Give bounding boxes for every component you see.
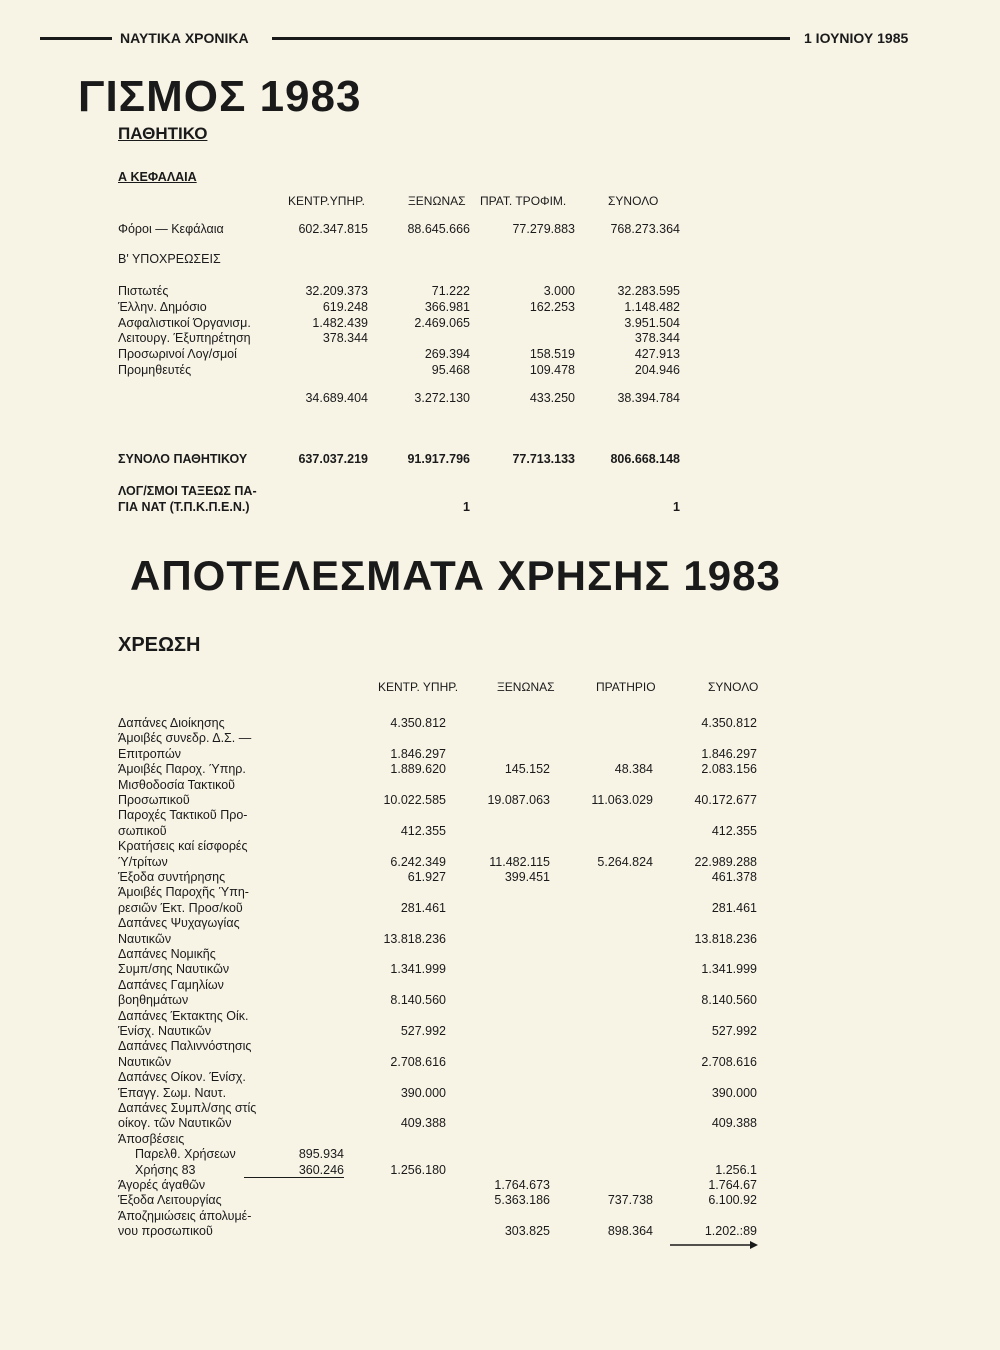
results-subtitle: ΧΡΕΩΣΗ [118,634,201,656]
section-a-heading: Α ΚΕΦΑΛΑΙΑ [118,170,197,184]
expense-value: 11.482.115 [489,854,550,869]
liability-value: 71.222 [431,284,470,298]
liability-value: 378.344 [322,331,368,346]
results-col-central: ΚΕΝΤΡ. ΥΠΗΡ. [378,680,459,694]
publication-name: ΝΑΥΤΙΚΑ ΧΡΟΝΙΚΑ [120,30,249,46]
balance-col-total: ΣΥΝΟΛΟ [608,194,659,208]
expense-value: 48.384 [614,762,653,777]
expense-value: 281.461 [400,900,446,915]
expense-label: Δαπάνες Παλιννόστησις [118,1039,252,1054]
results-col-total: ΣΥΝΟΛΟ [708,680,759,694]
expense-label: Δαπάνες Νομικῆς [118,947,216,961]
expense-value: 1.202.:89 [704,1224,757,1239]
expense-value: 1.256.180 [390,1162,446,1177]
balance-col-central: ΚΕΝΤΡ.ΥΠΗΡ. [288,194,365,208]
expense-label: Δαπάνες Συμπλ/σης στίς [118,1101,257,1115]
expense-label: Ναυτικῶν [118,1054,172,1069]
liability-value: 162.253 [529,299,575,314]
liability-value: 95.468 [431,363,470,377]
liability-value: 2.469.065 [414,315,470,330]
expense-label: οίκογ. τῶν Ναυτικῶν [118,1116,232,1131]
expense-value: 19.087.063 [487,793,550,807]
expense-value: 8.140.560 [701,993,757,1008]
expense-label: Συμπ/σης Ναυτικῶν [118,962,230,977]
expense-label: Ένίσχ. Ναυτικῶν [118,1024,212,1038]
capital-label: Φόροι — Κεφάλαια [118,222,224,236]
expense-label: Προσωπικοῦ [118,793,190,807]
liability-value: 3.000 [543,284,575,298]
expense-value: 390.000 [400,1085,446,1100]
liability-value: 204.946 [634,363,680,377]
expense-label: Άμοιβές Παροχῆς Ύπη- [118,885,249,900]
liabilities-total: 34.689.404 [305,391,368,405]
expense-label: Δαπάνες Ψυχαγωγίας [118,916,240,931]
liability-label: Έλλην. Δημόσιο [118,299,207,314]
capital-value: 88.645.666 [407,222,470,236]
expense-value: 10.022.585 [383,793,446,807]
expense-value: 527.992 [711,1024,757,1038]
expense-value: 2.708.616 [390,1054,446,1069]
header-rule-right [272,37,790,40]
depreciation-label: Χρήσης 83 [135,1162,196,1177]
expense-label: Άποζημιώσεις άπολυμέ- [118,1208,252,1223]
balance-col-store: ΠΡΑΤ. ΤΡΟΦΙΜ. [480,194,567,208]
expense-label: νου προσωπικοῦ [118,1224,213,1239]
expense-value: 61.927 [407,870,446,884]
expense-value: 898.364 [607,1224,653,1239]
expense-label: Κρατήσεις καί είσφορές [118,839,248,854]
expense-label: Δαπάνες Διοίκησης [118,716,225,730]
expense-value: 1.764.673 [494,1178,550,1192]
expense-label: Άμοιβές Παροχ. Ύπηρ. [118,762,246,777]
expense-label: σωπικοῦ [118,823,167,838]
liabilities-total: 433.250 [529,391,575,405]
section-b-heading: Β' ΥΠΟΧΡΕΩΣΕΙΣ [118,252,221,266]
expense-value: 11.063.029 [591,793,653,807]
expense-label: Επιτροπών [118,746,182,761]
expense-value: 399.451 [504,870,550,884]
expense-value: 1.846.297 [701,746,757,761]
results-col-hostel: ΞΕΝΩΝΑΣ [497,680,555,694]
expense-label: Δαπάνες Οίκον. Ένίσχ. [118,1070,246,1085]
expense-value: 412.355 [711,823,757,838]
expense-label: Δαπάνες Έκτακτης Οίκ. [118,1008,249,1023]
results-col-store: ΠΡΑΤΗΡΙΟ [596,680,656,694]
expense-value: 2.083.156 [701,762,757,777]
expense-label: Ναυτικῶν [118,931,172,946]
liability-value: 32.209.373 [305,284,368,298]
liabilities-total: 38.394.784 [617,391,680,405]
grand-total-value: 77.713.133 [512,452,575,466]
liability-value: 1.482.439 [312,315,368,330]
issue-date: 1 ΙΟΥΝΙΟΥ 1985 [804,30,909,46]
balance-title: ΓΙΣΜΟΣ 1983 [78,72,362,121]
expense-label: ρεσιῶν Έκτ. Προσ/κοῦ [118,900,243,915]
expense-value: 6.242.349 [390,854,446,869]
capital-value: 602.347.815 [298,222,368,236]
liability-value: 619.248 [322,299,368,314]
capital-value: 77.279.883 [512,222,575,236]
expense-label: Έπαγγ. Σωμ. Ναυτ. [118,1085,227,1100]
expense-value: 4.350.812 [701,716,757,730]
capital-value: 768.273.364 [610,222,680,236]
expense-value: 1.889.620 [390,762,446,777]
liability-label: Προσωρινοί Λογ/σμοί [118,347,237,362]
expense-value: 13.818.236 [383,931,446,946]
expense-label: Έξοδα συντήρησης [118,870,226,884]
expense-label: Ύ/τρίτων [118,854,168,869]
expense-value: 412.355 [400,823,446,838]
expense-value: 40.172.677 [694,793,757,807]
depreciation-label: Παρελθ. Χρήσεων [135,1147,236,1162]
order-accounts-hostel: 1 [463,500,470,514]
balance-col-hostel: ΞΕΝΩΝΑΣ [408,194,466,208]
expense-label: Άγορές άγαθῶν [118,1178,206,1192]
liability-label: Πιστωτές [118,284,169,298]
liability-value: 158.519 [529,347,575,362]
expense-value: 2.708.616 [701,1054,757,1069]
continuation-arrow-icon [668,1238,760,1252]
liability-value: 427.913 [634,347,680,362]
liability-value: 366.981 [424,299,470,314]
expense-value: 281.461 [711,900,757,915]
grand-total-value: 806.668.148 [610,452,680,466]
liability-label: Προμηθευτές [118,363,192,377]
depreciation-sub-value: 895.934 [298,1147,344,1162]
expense-label: Παροχές Τακτικοῦ Προ- [118,808,248,823]
expense-value: 5.363.186 [494,1193,550,1208]
depreciation-sub-value: 360.246 [244,1163,344,1178]
grand-total-label: ΣΥΝΟΛΟ ΠΑΘΗΤΙΚΟΥ [118,452,248,466]
expense-value: 1.256.1 [715,1162,757,1177]
order-accounts-total: 1 [673,500,680,514]
expense-label: βοηθημάτων [118,993,189,1008]
expense-label: Άποσβέσεις [118,1131,185,1146]
expense-value: 13.818.236 [694,931,757,946]
expense-label: Έξοδα Λειτουργίας [118,1193,222,1208]
expense-value: 737.738 [607,1193,653,1208]
liability-value: 1.148.482 [624,299,680,314]
liability-label: Λειτουργ. Έξυπηρέτηση [118,331,251,346]
order-accounts-label-2: ΓΙΑ ΝΑΤ (Τ.Π.Κ.Π.Ε.Ν.) [118,500,250,514]
expense-value: 303.825 [504,1224,550,1239]
expense-label: Άμοιβές συνεδρ. Δ.Σ. — [118,731,252,746]
liability-value: 32.283.595 [617,284,680,298]
expense-value: 145.152 [504,762,550,777]
expense-value: 461.378 [711,870,757,884]
liability-value: 3.951.504 [624,315,680,330]
expense-value: 409.388 [400,1116,446,1131]
liability-value: 269.394 [424,347,470,362]
expense-value: 527.992 [400,1024,446,1038]
expense-label: Δαπάνες Γαμηλίων [118,977,224,992]
expense-value: 22.989.288 [694,854,757,869]
expense-value: 8.140.560 [390,993,446,1008]
grand-total-value: 637.037.219 [298,452,368,466]
header-rule-left [40,37,112,40]
order-accounts-label-1: ΛΟΓ/ΣΜΟΙ ΤΑΞΕΩΣ ΠΑ- [118,484,257,498]
balance-subtitle: ΠΑΘΗΤΙΚΟ [118,124,208,143]
liabilities-total: 3.272.130 [414,391,470,405]
liability-label: Ασφαλιστικοί Όργανισμ. [118,315,251,330]
expense-value: 1.341.999 [390,962,446,977]
expense-value: 1.764.67 [708,1178,757,1192]
expense-value: 1.341.999 [701,962,757,977]
expense-value: 409.388 [711,1116,757,1131]
expense-value: 5.264.824 [597,854,653,869]
liability-value: 378.344 [634,331,680,346]
expense-value: 390.000 [711,1085,757,1100]
results-title: ΑΠΟΤΕΛΕΣΜΑΤΑ ΧΡΗΣΗΣ 1983 [130,552,781,599]
expense-value: 1.846.297 [390,746,446,761]
expense-value: 6.100.92 [708,1193,757,1208]
expense-label: Μισθοδοσία Τακτικοῦ [118,777,236,792]
liability-value: 109.478 [529,363,575,377]
grand-total-value: 91.917.796 [407,452,470,466]
expense-value: 4.350.812 [390,716,446,730]
